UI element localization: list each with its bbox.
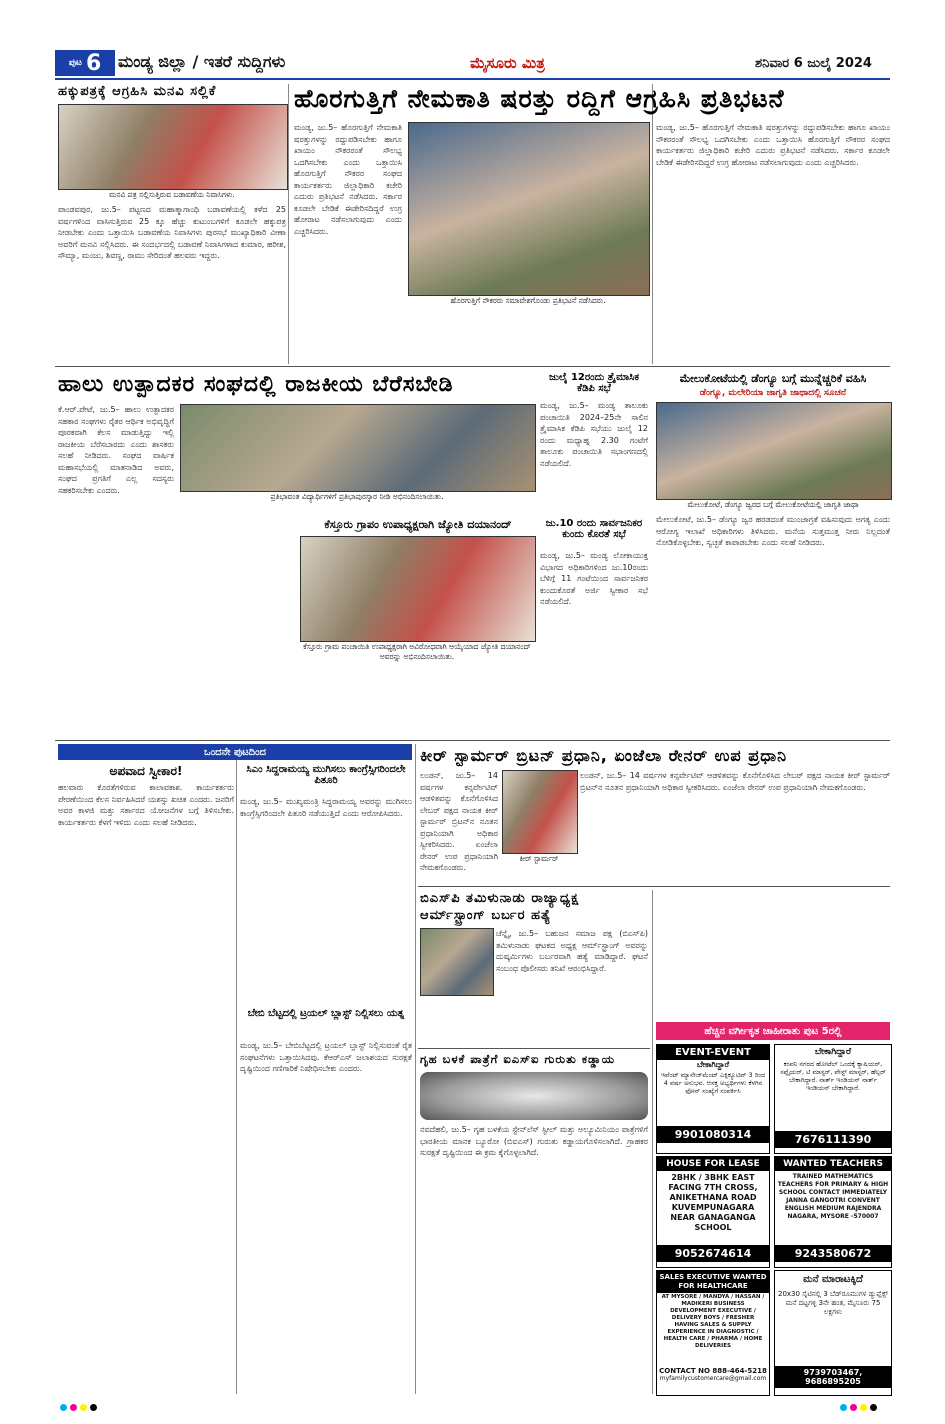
story-photo bbox=[300, 536, 536, 642]
page-number-badge bbox=[55, 50, 115, 76]
ad-title: SALES EXECUTIVE WANTED FOR HEALTHCARE bbox=[657, 1271, 769, 1293]
ad-title: WANTED TEACHERS bbox=[775, 1157, 891, 1171]
column-divider bbox=[652, 84, 653, 364]
story-headline: ಜುಲೈ 12ರಂದು ತ್ರೈಮಾಸಿಕ ಕೆಡಿಪಿ ಸಭೆ bbox=[549, 372, 639, 394]
story-headline: ಹಕ್ಕುಪತ್ರಕ್ಕೆ ಆಗ್ರಹಿಸಿ ಮನವಿ ಸಲ್ಲಿಕೆ bbox=[58, 84, 217, 99]
ad-body: TRAINED MATHEMATICS TEACHERS FOR PRIMARY & HIGH SCHOOL CONTACT IMMEDIATELY JANNA GANGOTRI CONVENT ENGLISH MEDIUM RAJENDRA NAGARA, MYSORE -570007 bbox=[777, 1173, 889, 1220]
photo-caption: ಕೀರ್ ಸ್ಟಾರ್ಮರ್ bbox=[519, 854, 559, 863]
section-title: ಮಂಡ್ಯ ಜಿಲ್ಲಾ / ಇತರೆ ಸುದ್ದಿಗಳು bbox=[118, 52, 286, 71]
story-body: ಕೆ.ಆರ್.ಪೇಟೆ, ಜು.5– ಹಾಲು ಉತ್ಪಾದಕರ ಸಹಕಾರ ಸಂಘಗಳು ರೈತರ ಆರ್ಥಿಕ ಅಭಿವೃದ್ಧಿಗೆ ಪೂರಕವಾಗಿ ಕೆಲಸ ಮಾಡುತ್ತಿದ್ದು ಇಲ್ಲಿ ರಾಜಕೀಯ ಬೆರೆಸಬಾರದು ಎಂದು ಶಾಸಕರು ಸಲಹೆ ನೀಡಿದರು. ಸಂಘದ ವಾರ್ಷಿಕ ಮಹಾಸಭೆಯಲ್ಲಿ ಮಾತನಾಡಿದ ಅವರು, ಸಂಘದ ಪ್ರಗತಿಗೆ ಎಲ್ಲ ಸದಸ್ಯರು ಸಹಕರಿಸಬೇಕು ಎಂದರು. bbox=[58, 405, 174, 495]
section-rule bbox=[418, 886, 890, 887]
section-rule bbox=[55, 366, 890, 367]
issue-date: ಶನಿವಾರ 6 ಜುಲೈ 2024 bbox=[755, 56, 872, 71]
story-body: ಮಂಡ್ಯ, ಜು.5– ಮುಖ್ಯಮಂತ್ರಿ ಸಿದ್ದರಾಮಯ್ಯ ಅವರನ್ನು ಮುಗಿಸಲು ಕಾಂಗ್ರೆಸ್ಸಿಗರಿಂದಲೇ ಪಿತೂರಿ ನಡೆಯುತ್ತಿದೆ ಎಂದು ಆರೋಪಿಸಿದರು. bbox=[240, 797, 412, 818]
masthead-name: ಮೈಸೂರು ಮಿತ್ರ bbox=[470, 54, 545, 72]
ad-contact: CONTACT NO 888-464-5218 bbox=[659, 1367, 767, 1375]
ad-phone: 7676111390 bbox=[775, 1131, 891, 1148]
ad-phone: 9739703467, 9686895205 bbox=[775, 1366, 891, 1388]
ad-body: ಇವೆಂಟ್ ಮ್ಯಾನೇಜ್‌ಮೆಂಟ್ ಎಕ್ಸಿಕ್ಯೂಟಿವ್ 3 ರಿಂದ 4 ವರ್ಷ ಅನುಭವ. ಆಸಕ್ತ ಅಭ್ಯರ್ಥಿಗಳು ಕೆಳಗಿನ ಫೋನ್ ಸಂಖ್ಯೆಗೆ ಸಂಪರ್ಕಿಸಿ bbox=[660, 1071, 766, 1095]
ad-body: 2BHK / 3BHK EAST FACING 7TH CROSS, ANIKETHANA ROAD KUVEMPUNAGARA NEAR GANAGANGA SCHOOL bbox=[668, 1173, 758, 1232]
story-body: ಮಂಡ್ಯ, ಜು.5– ಹೊರಗುತ್ತಿಗೆ ನೇಮಕಾತಿ ಷರತ್ತುಗಳನ್ನು ರದ್ದುಪಡಿಸಬೇಕು ಹಾಗೂ ಖಾಯಂ ನೌಕರರಂತೆ ಸೌಲಭ್ಯ ಒದಗಿಸಬೇಕು ಎಂದು ಒತ್ತಾಯಿಸಿ ಹೊರಗುತ್ತಿಗೆ ನೌಕರರ ಸಂಘದ ಕಾರ್ಯಕರ್ತರು ಜಿಲ್ಲಾಧಿಕಾರಿ ಕಚೇರಿ ಎದುರು ಪ್ರತಿಭಟನೆ ನಡೆಸಿದರು. ಸರ್ಕಾರ ಕೂಡಲೇ ಬೇಡಿಕೆ ಈಡೇರಿಸದಿದ್ದರೆ ಉಗ್ರ ಹೋರಾಟ ನಡೆಸಲಾಗುವುದು ಎಂದು ಎಚ್ಚರಿಸಿದರು. bbox=[294, 123, 402, 236]
ad-phone: 9901080314 bbox=[657, 1126, 769, 1143]
story-body-continued: ಲಂಡನ್, ಜು.5– 14 ವರ್ಷಗಳ ಕನ್ಸರ್ವೇಟಿವ್ ಆಡಳಿತವನ್ನು ಕೊನೆಗೊಳಿಸಿದ ಲೇಬರ್ ಪಕ್ಷದ ನಾಯಕ ಕೀರ್ ಸ್ಟಾರ್ಮರ್ ಬ್ರಿಟನ್‌ನ ನೂತನ ಪ್ರಧಾನಿಯಾಗಿ ಅಧಿಕಾರ ಸ್ವೀಕರಿಸಿದರು. ಏಂಜೆಲಾ ರೇನರ್ ಉಪ ಪ್ರಧಾನಿಯಾಗಿ ನೇಮಕಗೊಂಡರು. bbox=[580, 771, 890, 792]
ad-title: ಬೇಕಾಗಿದ್ದಾರೆ bbox=[814, 1047, 852, 1057]
classified-ad bbox=[774, 1270, 892, 1396]
ad-subtitle: ಬೇಕಾಗಿದ್ದಾರೆ bbox=[696, 1060, 730, 1069]
photo-caption: ಪ್ರತಿಭಾವಂತ ವಿದ್ಯಾರ್ಥಿಗಳಿಗೆ ಪ್ರತಿಭಾಪುರಸ್ಕಾರ ನೀಡಿ ಅಭಿನಂದಿಸಲಾಯಿತು. bbox=[270, 492, 444, 501]
story-photo bbox=[58, 104, 288, 190]
ad-title: ಮನೆ ಮಾರಾಟಕ್ಕಿದೆ bbox=[803, 1274, 863, 1285]
story-headline: ಕೆಸ್ತೂರು ಗ್ರಾಪಂ ಉಪಾಧ್ಯಕ್ಷರಾಗಿ ಜ್ಯೋತಿ ದಯಾನಂದ್ bbox=[324, 518, 512, 531]
ad-email: myfamilycustomercare@gmail.com bbox=[659, 1375, 767, 1382]
story-headline: ಸಿಎಂ ಸಿದ್ದರಾಮಯ್ಯ ಮುಗಿಸಲು ಕಾಂಗ್ರೆಸ್ಸಿಗರಿಂದಲೇ ಪಿತೂರಿ bbox=[246, 764, 406, 786]
story-body: ಪಾಂಡವಪುರ, ಜು.5– ಪಟ್ಟಣದ ಮಹಾತ್ಮಾಗಾಂಧಿ ಬಡಾವಣೆಯಲ್ಲಿ ಕಳೆದ 25 ವರ್ಷಗಳಿಂದ ವಾಸಿಸುತ್ತಿರುವ 25 ಕ್ಕೂ ಹೆಚ್ಚು ಕುಟುಂಬಗಳಿಗೆ ಕೂಡಲೇ ಹಕ್ಕುಪತ್ರ ನೀಡಬೇಕು ಎಂದು ಒತ್ತಾಯಿಸಿ ಬಡಾವಣೆಯ ನಿವಾಸಿಗಳು ಪುರಸಭೆ ಮುಖ್ಯಾಧಿಕಾರಿ ವೀಣಾ ಅವರಿಗೆ ಮನವಿ ಸಲ್ಲಿಸಿದರು. ಈ ಸಂದರ್ಭದಲ್ಲಿ ಬಡಾವಣೆ ನಿವಾಸಿಗಳಾದ ಕುಮಾರ, ಹರೀಶ, ಸೌಮ್ಯಾ, ಮಂಜು, ಶಿವಣ್ಣ, ರಾಮು ಸೇರಿದಂತೆ ಹಲವರು ಇದ್ದರು. bbox=[58, 205, 286, 260]
story-body: ಮಂಡ್ಯ, ಜು.5– ಮಂಡ್ಯ ಲೋಕಾಯುಕ್ತ ವಿಭಾಗದ ಅಧಿಕಾರಿಗಳಿಂದ ಜು.10ರಂದು ಬೆಳಿಗ್ಗೆ 11 ಗಂಟೆಯಿಂದ ಸಾರ್ವಜನಿಕರ ಕುಂದುಕೊರತೆ ಅರ್ಜಿ ಸ್ವೀಕಾರ ಸಭೆ ನಡೆಯಲಿದೆ. bbox=[540, 551, 648, 606]
page-number: 6 bbox=[85, 50, 102, 76]
story-banner: ಡೆಂಗ್ಯೂ, ಮಲೇರಿಯಾ ಜಾಗೃತಿ ಜಾಥಾದಲ್ಲಿ ಸೂಚನೆ bbox=[699, 388, 847, 398]
section-rule bbox=[418, 1048, 650, 1049]
ad-body: 20x30 ಸೈಟಿನಲ್ಲಿ 3 ಬೆಡ್‌ರೂಮುಗಳ ಡ್ಯುಪ್ಲೆಕ್ಸ್ ಮನೆ ದಟ್ಟಗಳ್ಳಿ 3ನೇ ಹಂತ, ಮೈಸೂರು 75 ಲಕ್ಷಗಳು bbox=[777, 1290, 888, 1316]
story-headline: ಗೃಹ ಬಳಕೆ ಪಾತ್ರೆಗೆ ಐಎಸ್‌ಐ ಗುರುತು ಕಡ್ಡಾಯ bbox=[420, 1052, 616, 1066]
ad-title: HOUSE FOR LEASE bbox=[657, 1157, 769, 1171]
ad-body: ಕಂಪನಿ ನಗರದ ಹೋಟೆಲ್ ಒಂದಕ್ಕೆ ಕ್ಯಾಷಿಯರ್, ಸಪ್ಲೈಯರ್, ಟಿ ಮಾಸ್ಟರ್, ಪೇಸ್ಟ್ ಮಾಸ್ಟರ್, ಹೆಲ್ಪರ್ ಬೇಕಾಗಿದ್ದಾರೆ. ನಾರ್ತ್ ಇಂಡಿಯನ್ ನಾರ್ತ್ ಇಂಡಿಯನ್ ಬೇಕಾಗಿದ್ದಾರೆ. bbox=[780, 1060, 886, 1092]
section-rule bbox=[55, 740, 890, 741]
continued-band: ಒಂದನೇ ಪುಟದಿಂದ bbox=[58, 744, 412, 760]
classified-ad bbox=[656, 1156, 770, 1268]
classified-ad bbox=[656, 1044, 770, 1154]
ad-phone: 9052674614 bbox=[657, 1245, 769, 1262]
portrait-photo bbox=[502, 770, 578, 854]
story-body: ಲಂಡನ್, ಜು.5– 14 ವರ್ಷಗಳ ಕನ್ಸರ್ವೇಟಿವ್ ಆಡಳಿತವನ್ನು ಕೊನೆಗೊಳಿಸಿದ ಲೇಬರ್ ಪಕ್ಷದ ನಾಯಕ ಕೀರ್ ಸ್ಟಾರ್ಮರ್ ಬ್ರಿಟನ್‌ನ ನೂತನ ಪ್ರಧಾನಿಯಾಗಿ ಅಧಿಕಾರ ಸ್ವೀಕರಿಸಿದರು. ಏಂಜೆಲಾ ರೇನರ್ ಉಪ ಪ್ರಧಾನಿಯಾಗಿ ನೇಮಕಗೊಂಡರು. bbox=[420, 771, 498, 872]
lead-headline: ಹೊರಗುತ್ತಿಗೆ ನೇಮಕಾತಿ ಷರತ್ತು ರದ್ದಿಗೆ ಆಗ್ರಹಿಸಿ ಪ್ರತಿಭಟನೆ bbox=[294, 84, 785, 113]
classified-ad bbox=[774, 1156, 892, 1268]
column-divider bbox=[415, 744, 416, 1394]
story-body: ಮಂಡ್ಯ, ಜು.5– ಮಂಡ್ಯ ತಾಲೂಕು ಪಂಚಾಯಿತಿ 2024–25ನೇ ಸಾಲಿನ ತ್ರೈಮಾಸಿಕ ಕೆಡಿಪಿ ಸಭೆಯು ಜುಲೈ 12 ರಂದು ಮಧ್ಯಾಹ್ನ 2.30 ಗಂಟೆಗೆ ತಾಲೂಕು ಪಂಚಾಯಿತಿ ಸಭಾಂಗಣದಲ್ಲಿ ನಡೆಯಲಿದೆ. bbox=[540, 401, 648, 468]
photo-caption: ಹೊರಗುತ್ತಿಗೆ ನೌಕರರು ಸಮಾವೇಶಗೊಂಡು ಪ್ರತಿಭಟನೆ ನಡೆಸಿದರು. bbox=[450, 296, 606, 305]
photo-caption: ಮನವಿ ಪತ್ರ ಸಲ್ಲಿಸುತ್ತಿರುವ ಬಡಾವಣೆಯ ನಿವಾಸಿಗಳು. bbox=[109, 190, 235, 199]
column-divider bbox=[288, 84, 289, 364]
photo-caption: ಕೆಸ್ತೂರು ಗ್ರಾಮ ಪಂಚಾಯಿತಿ ಉಪಾಧ್ಯಕ್ಷರಾಗಿ ಅವಿರೋಧವಾಗಿ ಆಯ್ಕೆಯಾದ ಜ್ಯೋತಿ ದಯಾನಂದ್ ಅವರನ್ನು ಅಭಿನಂದಿಸಲಾಯಿತು. bbox=[303, 642, 531, 661]
classified-ad bbox=[656, 1270, 770, 1396]
portrait-photo bbox=[420, 928, 494, 996]
story-body: ಮೇಲುಕೋಟೆ, ಜು.5– ಡೆಂಗ್ಯೂ ಜ್ವರ ಹರಡದಂತೆ ಮುಂಜಾಗ್ರತೆ ವಹಿಸುವುದು ಅಗತ್ಯ ಎಂದು ಆರೋಗ್ಯ ಇಲಾಖೆ ಅಧಿಕಾರಿಗಳು ತಿಳಿಸಿದರು. ಮನೆಯ ಸುತ್ತಮುತ್ತ ನೀರು ನಿಲ್ಲದಂತೆ ನೋಡಿಕೊಳ್ಳಬೇಕು, ಸ್ವಚ್ಛತೆ ಕಾಪಾಡಬೇಕು ಎಂದು ಸಲಹೆ ನೀಡಿದರು. bbox=[656, 515, 890, 547]
photo-caption: ಮೇಲುಕೋಟೆ, ಡೆಂಗ್ಯೂ ಜ್ವರದ ಬಗ್ಗೆ ಮೇಲುಕೋಟೆಯಲ್ಲಿ ಜಾಗೃತಿ ಜಾಥಾ bbox=[687, 500, 859, 509]
story-body: ಮಂಡ್ಯ, ಜು.5– ಬೇಬಿಬೆಟ್ಟದಲ್ಲಿ ಟ್ರಯಲ್ ಬ್ಲಾಸ್ಟ್ ನಿಲ್ಲಿಸುವಂತೆ ರೈತ ಸಂಘಟನೆಗಳು ಒತ್ತಾಯಿಸಿದವು. ಕೆಆರ್‌ಎಸ್ ಜಲಾಶಯದ ಸುರಕ್ಷತೆ ದೃಷ್ಟಿಯಿಂದ ಗಣಿಗಾರಿಕೆ ನಿಷೇಧಿಸಬೇಕು ಎಂದರು. bbox=[240, 1041, 412, 1073]
story-body: ಚೆನ್ನೈ, ಜು.5– ಬಹುಜನ ಸಮಾಜ ಪಕ್ಷ (ಬಿಎಸ್‌ಪಿ) ತಮಿಳುನಾಡು ಘಟಕದ ಅಧ್ಯಕ್ಷ ಆರ್ಮ್‌ಸ್ಟ್ರಾಂಗ್ ಅವರನ್ನು ದುಷ್ಕರ್ಮಿಗಳು ಬರ್ಬರವಾಗಿ ಹತ್ಯೆ ಮಾಡಿದ್ದಾರೆ. ಘಟನೆ ಸಂಬಂಧ ಪೊಲೀಸರು ತನಿಖೆ ಆರಂಭಿಸಿದ್ದಾರೆ. bbox=[496, 929, 648, 973]
story-headline: ಜು.10 ರಂದು ಸಾರ್ವಜನಿಕರ ಕುಂದು ಕೊರತೆ ಸಭೆ bbox=[545, 518, 643, 540]
story-photo bbox=[656, 402, 892, 500]
story-body: ಹಲವಾರು ಕೊರತೆಗಳಿರುವ ಕಾಲಾವಕಾಶ. ಕಾರ್ಯಕರ್ತರು ಪೇರಣೆಯಿಂದ ಕೆಲಸ ನಿರ್ವಹಿಸಿದರೆ ಯಶಸ್ಸು ಖಚಿತ ಎಂದರು. ಜನರಿಗೆ ಅವರ ಕಾಳಜಿ ಮತ್ತು ಸರ್ಕಾರದ ಯೋಜನೆಗಳ ಬಗ್ಗೆ ತಿಳಿಸಬೇಕು. ಕಾರ್ಯಕರ್ತರು ಕೆಳಗೆ ಇಳಿದು ಎಂದು ಸಲಹೆ ನೀಡಿದರು. bbox=[58, 783, 234, 827]
column-divider bbox=[652, 890, 653, 1394]
story-headline: ಮೇಲುಕೋಟೆಯಲ್ಲಿ ಡೆಂಗ್ಯೂ ಬಗ್ಗೆ ಮುನ್ನೆಚ್ಚರಿಕೆ ವಹಿಸಿ bbox=[679, 372, 867, 385]
ad-title: EVENT-EVENT bbox=[657, 1045, 769, 1060]
classifieds-banner: ಹೆಚ್ಚಿನ ವರ್ಗೀಕೃತ ಜಾಹೀರಾತು ಪುಟ 5ರಲ್ಲಿ bbox=[656, 1022, 890, 1040]
classified-ad bbox=[774, 1044, 892, 1154]
story-headline: ಕೀರ್ ಸ್ಟಾರ್ಮರ್ ಬ್ರಿಟನ್ ಪ್ರಧಾನಿ, ಏಂಜೆಲಾ ರೇನರ್ ಉಪ ಪ್ರಧಾನಿ bbox=[420, 746, 788, 765]
page-label: ಪುಟ bbox=[68, 58, 82, 68]
story-photo bbox=[180, 404, 536, 492]
steel-vessel-image bbox=[420, 1072, 648, 1120]
story-photo bbox=[408, 122, 650, 296]
story-headline: ಹಾಲು ಉತ್ಪಾದಕರ ಸಂಘದಲ್ಲಿ ರಾಜಕೀಯ ಬೆರೆಸಬೇಡಿ bbox=[58, 372, 454, 397]
column-divider bbox=[236, 744, 237, 1394]
ad-body: AT MYSORE / MANDYA / HASSAN / MADIKERI BUSINESS DEVELOPMENT EXECUTIVE / DELIVERY BOYS / FRESHER HAVING SALES & SUPPLY EXPERIENCE IN DIAGNOSTIC / HEALTH CARE / PHARMA / HOME DELIVERIES bbox=[661, 1294, 765, 1349]
story-body: ನವದೆಹಲಿ, ಜು.5– ಗೃಹ ಬಳಕೆಯ ಸ್ಟೇನ್‌ಲೆಸ್ ಸ್ಟೀಲ್ ಮತ್ತು ಅಲ್ಯೂಮಿನಿಯಂ ಪಾತ್ರೆಗಳಿಗೆ ಭಾರತೀಯ ಮಾನಕ ಬ್ಯೂರೋ (ಬಿಐಎಸ್) ಗುರುತು ಕಡ್ಡಾಯಗೊಳಿಸಲಾಗಿದೆ. ಗ್ರಾಹಕರ ಸುರಕ್ಷತೆ ದೃಷ್ಟಿಯಿಂದ ಈ ಕ್ರಮ ಕೈಗೊಳ್ಳಲಾಗಿದೆ. bbox=[420, 1125, 648, 1157]
story-headline: ಅಪವಾದ ಸ್ವೀಕಾರ! bbox=[109, 764, 183, 778]
story-headline: ಬಿಎಸ್‌ಪಿ ತಮಿಳುನಾಡು ರಾಜ್ಯಾಧ್ಯಕ್ಷ ಆರ್ಮ್‌ಸ್ಟ್ರಾಂಗ್ ಬರ್ಬರ ಹತ್ಯೆ bbox=[420, 891, 580, 923]
ad-phone: 9243580672 bbox=[775, 1245, 891, 1262]
registration-marks bbox=[60, 1404, 97, 1411]
story-headline: ಬೇಬಿ ಬೆಟ್ಟದಲ್ಲಿ ಟ್ರಯಲ್ ಬ್ಲಾಸ್ಟ್ ನಿಲ್ಲಿಸಲು ಯತ್ನ bbox=[247, 1008, 405, 1019]
registration-marks bbox=[840, 1404, 877, 1411]
story-body-continued: ಮಂಡ್ಯ, ಜು.5– ಹೊರಗುತ್ತಿಗೆ ನೇಮಕಾತಿ ಷರತ್ತುಗಳನ್ನು ರದ್ದುಪಡಿಸಬೇಕು ಹಾಗೂ ಖಾಯಂ ನೌಕರರಂತೆ ಸೌಲಭ್ಯ ಒದಗಿಸಬೇಕು ಎಂದು ಒತ್ತಾಯಿಸಿ ಹೊರಗುತ್ತಿಗೆ ನೌಕರರ ಸಂಘದ ಕಾರ್ಯಕರ್ತರು ಜಿಲ್ಲಾಧಿಕಾರಿ ಕಚೇರಿ ಎದುರು ಪ್ರತಿಭಟನೆ ನಡೆಸಿದರು. ಸರ್ಕಾರ ಕೂಡಲೇ ಬೇಡಿಕೆ ಈಡೇರಿಸದಿದ್ದರೆ ಉಗ್ರ ಹೋರಾಟ ನಡೆಸಲಾಗುವುದು ಎಂದು ಎಚ್ಚರಿಸಿದರು. bbox=[656, 123, 890, 167]
header-rule bbox=[55, 78, 890, 80]
